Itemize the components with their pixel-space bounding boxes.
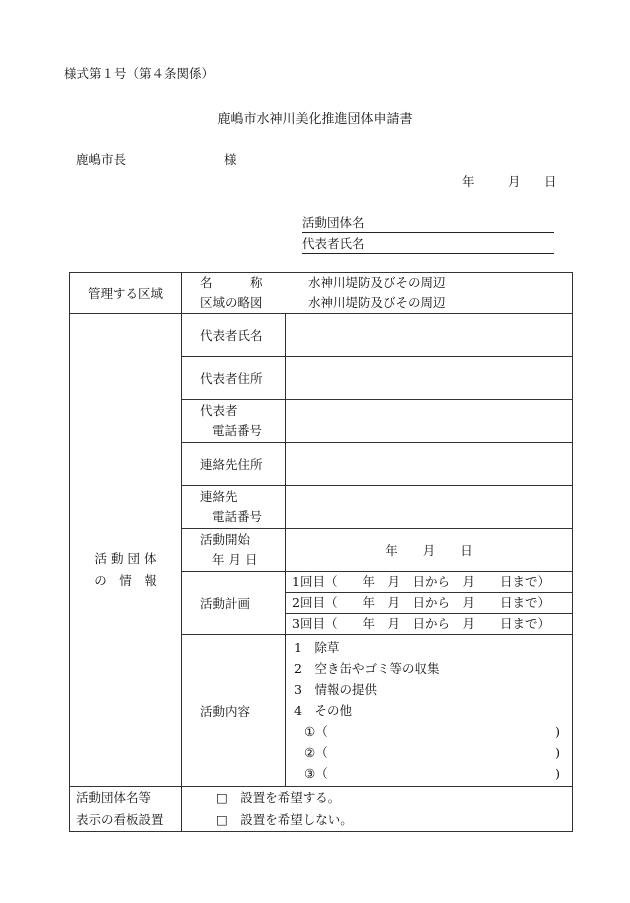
- area-map-key: 区域の略図: [200, 295, 263, 310]
- area-label: 管理する区域: [70, 273, 182, 314]
- rep-phone-label: [182, 400, 286, 443]
- contact-address-label: 連絡先住所: [182, 443, 286, 486]
- contact-phone-input[interactable]: [286, 486, 573, 529]
- group-info-label: [70, 314, 182, 787]
- content-other-2[interactable]: [294, 742, 572, 763]
- sign-option-no-wish[interactable]: □ 設置を希望しない。: [216, 812, 353, 827]
- rep-name-label-cell: 代表者氏名: [182, 314, 286, 357]
- plan-label: 活動計画: [182, 572, 286, 635]
- org-name-label: 活動団体名: [302, 215, 365, 230]
- application-date: [462, 172, 557, 190]
- form-number: 様式第１号（第４条関係）: [64, 66, 215, 81]
- plan-line-3[interactable]: 3回目（ 年 月 日から 月 日まで）: [292, 616, 550, 631]
- content-other-3-close: ): [555, 766, 560, 781]
- date-day-label: 日: [544, 174, 557, 189]
- content-other-1-open: ①（: [304, 724, 328, 739]
- contact-phone-label: [182, 486, 286, 529]
- rep-name-input[interactable]: [286, 314, 573, 357]
- content-other-3[interactable]: [294, 763, 572, 784]
- contact-phone-label-line1: 連絡先: [200, 489, 238, 504]
- application-table: [69, 272, 573, 832]
- area-details: [182, 273, 573, 314]
- content-other-1-close: ): [555, 724, 560, 739]
- plan-line-1[interactable]: 1回目（ 年 月 日から 月 日まで）: [286, 572, 572, 593]
- sign-label-line1: 活動団体名等: [76, 790, 152, 805]
- start-date-label: [182, 529, 286, 572]
- honorific: 様: [224, 152, 237, 167]
- content-other-2-open: ②（: [304, 745, 328, 760]
- content-other-3-open: ③（: [304, 766, 328, 781]
- sign-row: [70, 787, 573, 832]
- sign-option-wish[interactable]: □ 設置を希望する。: [216, 790, 341, 805]
- sign-label-line2: 表示の看板設置: [76, 812, 164, 827]
- start-date-label-line2: 年 月 日: [212, 552, 258, 567]
- content-item-4: 4 その他: [294, 703, 352, 718]
- content-item-3: 3 情報の提供: [294, 682, 377, 697]
- plan-line-2[interactable]: 2回目（ 年 月 日から 月 日まで）: [286, 593, 572, 614]
- rep-phone-label-line1: 代表者: [200, 403, 238, 418]
- group-info-label-line2: の 情 報: [94, 573, 157, 588]
- area-row: [70, 273, 573, 314]
- rep-address-input[interactable]: [286, 357, 573, 400]
- rep-name-row: [70, 314, 573, 357]
- area-name-value: 水神川堤防及びその周辺: [308, 275, 446, 290]
- content-other-2-close: ): [555, 745, 560, 760]
- date-month-label: 月: [508, 174, 521, 189]
- plan-cell: [286, 572, 573, 635]
- rep-name-label: 代表者氏名: [302, 236, 365, 251]
- content-item-1: 1 除草: [294, 640, 340, 655]
- content-label: 活動内容: [182, 635, 286, 787]
- start-date-input[interactable]: 年 月 日: [286, 529, 573, 572]
- addressee: 鹿嶋市長: [76, 152, 127, 167]
- sign-label: [70, 787, 182, 832]
- document-title: 鹿嶋市水神川美化推進団体申請書: [217, 112, 413, 127]
- content-cell: [286, 635, 573, 787]
- rep-phone-input[interactable]: [286, 400, 573, 443]
- contact-address-input[interactable]: [286, 443, 573, 486]
- start-date-label-line1: 活動開始: [200, 532, 251, 547]
- area-name-key: 名 称: [200, 275, 263, 290]
- group-info-label-line1: 活 動 団 体: [94, 551, 157, 566]
- org-name-field[interactable]: [302, 213, 554, 233]
- sign-options: [182, 787, 573, 832]
- date-year-label: 年: [462, 174, 475, 189]
- content-item-2: 2 空き缶やゴミ等の収集: [294, 661, 440, 676]
- rep-address-label: 代表者住所: [182, 357, 286, 400]
- content-other-1[interactable]: [294, 721, 572, 742]
- contact-phone-label-line2: 電話番号: [212, 509, 263, 524]
- rep-phone-label-line2: 電話番号: [212, 423, 263, 438]
- rep-name-field[interactable]: [302, 234, 554, 254]
- area-map-value: 水神川堤防及びその周辺: [308, 295, 446, 310]
